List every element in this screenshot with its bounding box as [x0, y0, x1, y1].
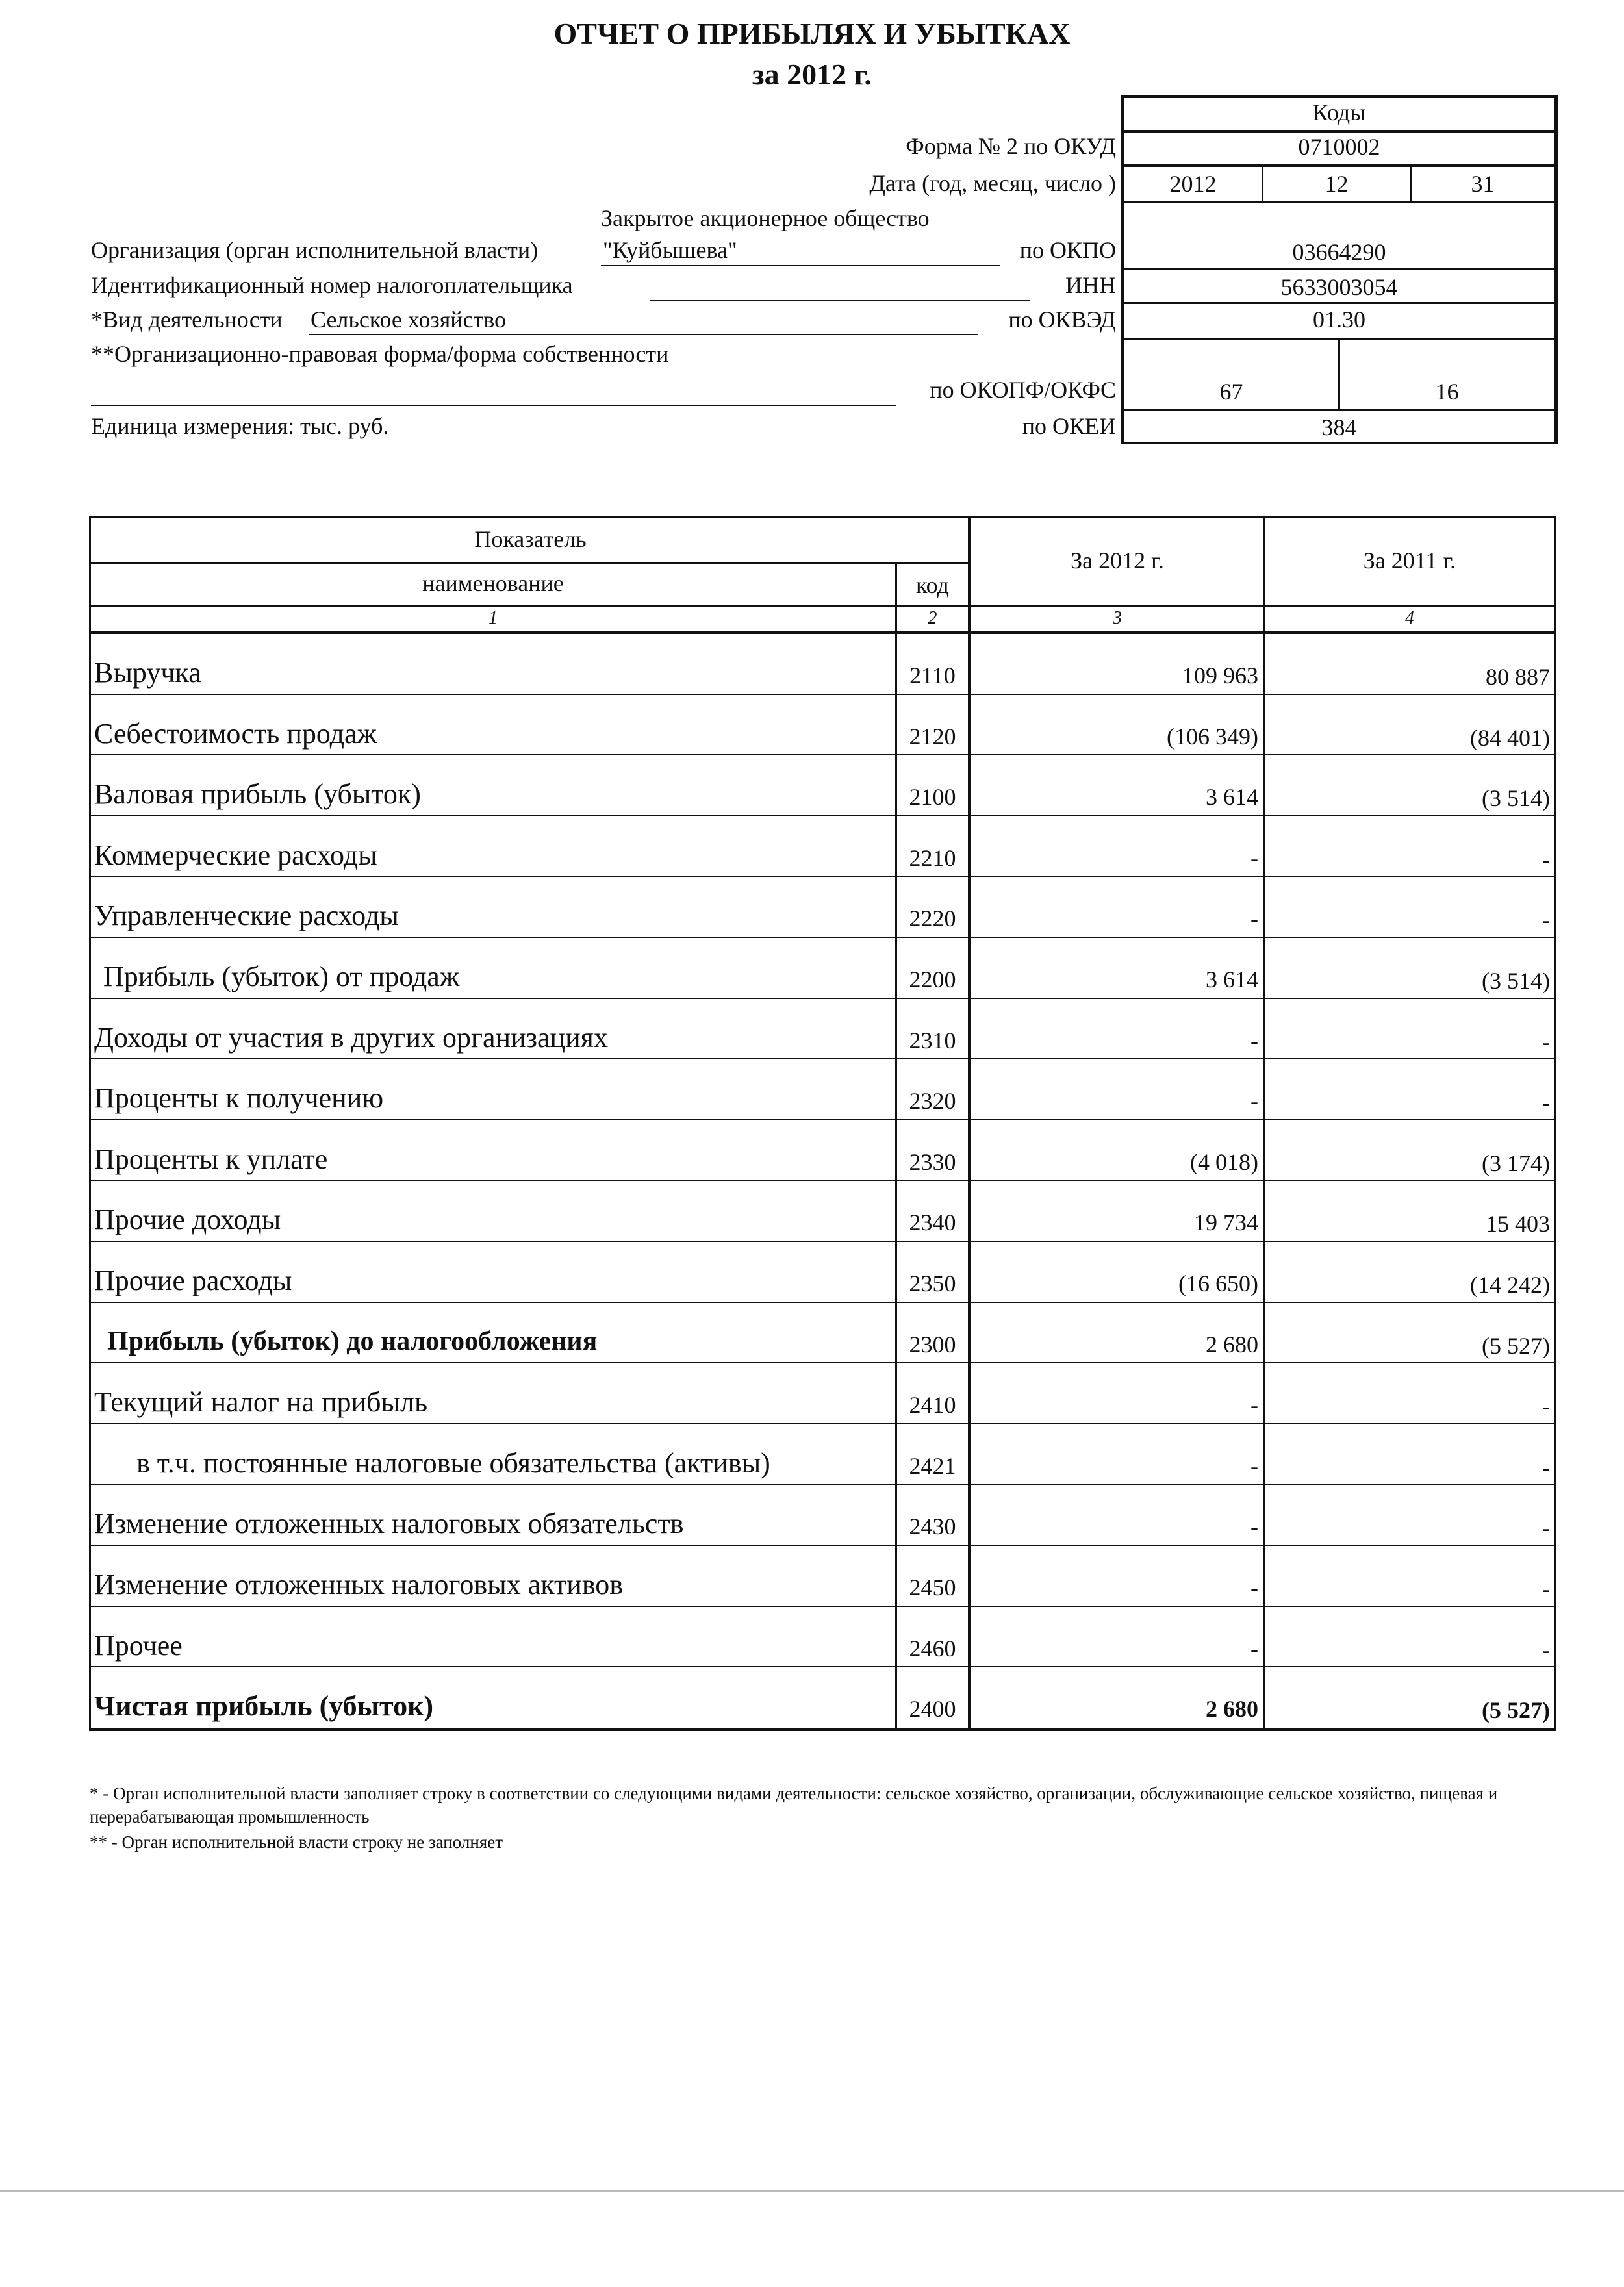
row-code: 2330 [909, 1148, 956, 1175]
row-value-2011: - [1542, 1515, 1550, 1541]
row-code: 2460 [909, 1635, 956, 1662]
col-num-3: 3 [1113, 608, 1122, 628]
row-name: Прибыль (убыток) от продаж [103, 961, 460, 992]
row-name: Текущий налог на прибыль [94, 1386, 428, 1419]
row-code: 2450 [909, 1574, 956, 1600]
row-value-2011: 80 887 [1486, 664, 1550, 690]
row-value-2012: (16 650) [1178, 1270, 1258, 1296]
row-name: Чистая прибыль (убыток) [94, 1690, 434, 1723]
row-code: 2320 [909, 1088, 956, 1115]
row-divider [89, 1241, 895, 1242]
row-divider [89, 1423, 895, 1424]
row-value-2012: - [1250, 844, 1258, 871]
row-code: 2100 [909, 784, 956, 811]
row-name: Валовая прибыль (убыток) [94, 778, 421, 811]
row-name: Выручка [94, 657, 201, 689]
row-divider [89, 1302, 895, 1303]
row-code: 2300 [909, 1331, 956, 1358]
okei-value: 384 [1321, 414, 1357, 440]
row-name: Коммерческие расходы [94, 839, 377, 871]
row-value-2012: - [1250, 905, 1258, 932]
okved-value: 01.30 [1313, 307, 1365, 333]
footnote-2: ** - Орган исполнительной власти строку не заполняет [90, 1832, 503, 1852]
date-day: 31 [1471, 171, 1495, 197]
row-code: 2400 [909, 1696, 956, 1723]
row-divider [89, 1545, 895, 1546]
activity-label: *Вид деятельности [91, 307, 283, 333]
row-code: 2340 [909, 1209, 956, 1236]
row-divider [895, 1241, 1556, 1242]
activity-value: Сельское хозяйство [311, 307, 507, 333]
row-name: Прочее [94, 1629, 183, 1662]
row-code: 2421 [909, 1452, 956, 1479]
row-divider [89, 1484, 895, 1485]
row-value-2011: 15 403 [1486, 1211, 1550, 1237]
row-name: Прочие доходы [94, 1204, 281, 1236]
row-value-2012: (106 349) [1167, 723, 1258, 750]
row-value-2011: - [1542, 1028, 1550, 1055]
row-name: Проценты к уплате [94, 1143, 328, 1175]
col-num-4: 4 [1405, 608, 1414, 628]
row-value-2012: - [1250, 1088, 1258, 1115]
row-value-2012: - [1250, 1513, 1258, 1540]
row-value-2012: 19 734 [1194, 1209, 1258, 1236]
row-value-2012: - [1250, 1392, 1258, 1419]
okud-label: Форма № 2 по ОКУД [906, 133, 1116, 159]
row-name: Прочие расходы [94, 1265, 292, 1296]
row-value-2011: - [1542, 1454, 1550, 1480]
okei-label: по ОКЕИ [1022, 413, 1116, 439]
row-divider [89, 1362, 895, 1363]
inn-value: 5633003054 [1280, 274, 1398, 300]
row-divider [895, 815, 1556, 816]
row-code: 2210 [909, 844, 956, 871]
row-code: 2410 [909, 1392, 956, 1419]
row-code: 2350 [909, 1270, 956, 1296]
document-title: ОТЧЕТ О ПРИБЫЛЯХ И УБЫТКАХ [553, 17, 1071, 50]
row-divider [89, 1119, 895, 1120]
codes-header: Коды [1312, 99, 1366, 125]
row-value-2012: 3 614 [1206, 784, 1258, 811]
row-divider [895, 1362, 1556, 1363]
row-divider [89, 937, 895, 938]
row-value-2011: - [1542, 1089, 1550, 1116]
col-2012-header: За 2012 г. [1071, 548, 1164, 574]
date-label: Дата (год, месяц, число ) [869, 170, 1116, 196]
col-name-header: наименование [422, 570, 564, 596]
row-name: Проценты к получению [94, 1082, 384, 1115]
col-num-2: 2 [928, 608, 937, 628]
row-value-2012: (4 018) [1190, 1148, 1258, 1175]
row-code: 2310 [909, 1027, 956, 1054]
row-value-2011: - [1542, 907, 1550, 933]
row-value-2012: - [1250, 1452, 1258, 1479]
row-value-2011: - [1542, 1576, 1550, 1602]
col-num-1: 1 [488, 608, 498, 628]
row-divider [895, 754, 1556, 755]
row-divider [89, 876, 895, 877]
row-divider [89, 694, 895, 695]
row-value-2011: (3 514) [1482, 968, 1550, 994]
row-divider [895, 1302, 1556, 1303]
row-value-2012: - [1250, 1027, 1258, 1054]
okpo-value: 03664290 [1292, 239, 1386, 265]
row-divider [895, 1119, 1556, 1120]
row-name: Изменение отложенных налоговых обязательств [94, 1508, 684, 1540]
row-code: 2120 [909, 723, 956, 750]
legal-form-label: **Организационно-правовая форма/форма собственности [91, 341, 669, 367]
row-divider [89, 1666, 895, 1667]
col-2011-header: За 2011 г. [1363, 548, 1456, 574]
inn-code-label: ИНН [1065, 272, 1116, 298]
row-divider [895, 1484, 1556, 1485]
row-divider [895, 1545, 1556, 1546]
footnote-1: * - Орган исполнительной власти заполняет строку в соответствии со следующими видами деятельности: сельское хозяйство, организации, обслуживающие сельское хозяйство, пищевая и перерабатывающая промышленность [90, 1784, 1498, 1827]
row-code: 2220 [909, 905, 956, 932]
row-divider [89, 815, 895, 816]
okved-label: по ОКВЭД [1008, 307, 1116, 333]
row-value-2011: (3 514) [1482, 785, 1550, 812]
document-period: за 2012 г. [752, 58, 872, 91]
unit-label: Единица измерения: тыс. руб. [91, 413, 389, 439]
row-divider [895, 876, 1556, 877]
row-divider [895, 1180, 1556, 1181]
row-divider [895, 694, 1556, 695]
row-name: Себестоимость продаж [94, 717, 377, 750]
okopf-label: по ОКОПФ/ОКФС [930, 377, 1116, 403]
row-value-2011: - [1542, 1393, 1550, 1420]
row-divider [89, 998, 895, 999]
row-code: 2430 [909, 1513, 956, 1540]
row-name: в т.ч. постоянные налоговые обязательства (активы) [136, 1447, 770, 1479]
row-divider [89, 1058, 895, 1059]
row-value-2011: (5 527) [1482, 1697, 1550, 1724]
row-value-2011: (14 242) [1470, 1272, 1550, 1298]
row-name: Прибыль (убыток) до налогообложения [107, 1326, 598, 1356]
org-type-line: Закрытое акционерное общество [601, 205, 930, 231]
row-value-2012: - [1250, 1574, 1258, 1600]
row-value-2011: (3 174) [1482, 1150, 1550, 1176]
row-name: Управленческие расходы [94, 900, 399, 932]
row-value-2012: 3 614 [1206, 967, 1258, 992]
row-code: 2110 [909, 663, 956, 689]
okfs-value: 16 [1435, 379, 1459, 405]
okpo-label: по ОКПО [1019, 237, 1116, 263]
date-month: 12 [1325, 171, 1349, 197]
row-value-2012: 2 680 [1206, 1696, 1258, 1723]
row-value-2011: (84 401) [1470, 724, 1550, 751]
row-value-2012: 2 680 [1206, 1331, 1258, 1358]
row-value-2011: - [1542, 846, 1550, 872]
inn-label: Идентификационный номер налогоплательщика [91, 272, 573, 298]
row-divider [89, 1606, 895, 1607]
okopf-value: 67 [1219, 379, 1243, 405]
row-divider [895, 937, 1556, 938]
org-name: "Куйбышева" [603, 237, 737, 263]
row-divider [895, 1606, 1556, 1607]
date-year: 2012 [1169, 171, 1217, 197]
row-divider [89, 754, 895, 755]
org-label: Организация (орган исполнительной власти) [91, 237, 539, 263]
row-divider [895, 1058, 1556, 1059]
row-divider [89, 1180, 895, 1181]
row-value-2012: 109 963 [1182, 663, 1258, 689]
okud-value: 0710002 [1298, 134, 1380, 160]
row-value-2011: - [1542, 1636, 1550, 1663]
row-value-2012: - [1250, 1635, 1258, 1662]
row-value-2011: (5 527) [1482, 1332, 1550, 1359]
row-name: Изменение отложенных налоговых активов [94, 1569, 624, 1600]
col-code-header: код [916, 572, 949, 598]
row-code: 2200 [909, 967, 956, 992]
row-divider [895, 1423, 1556, 1424]
group-header: Показатель [474, 526, 587, 552]
row-divider [895, 998, 1556, 999]
row-divider [895, 1666, 1556, 1667]
row-name: Доходы от участия в других организациях [94, 1021, 608, 1054]
